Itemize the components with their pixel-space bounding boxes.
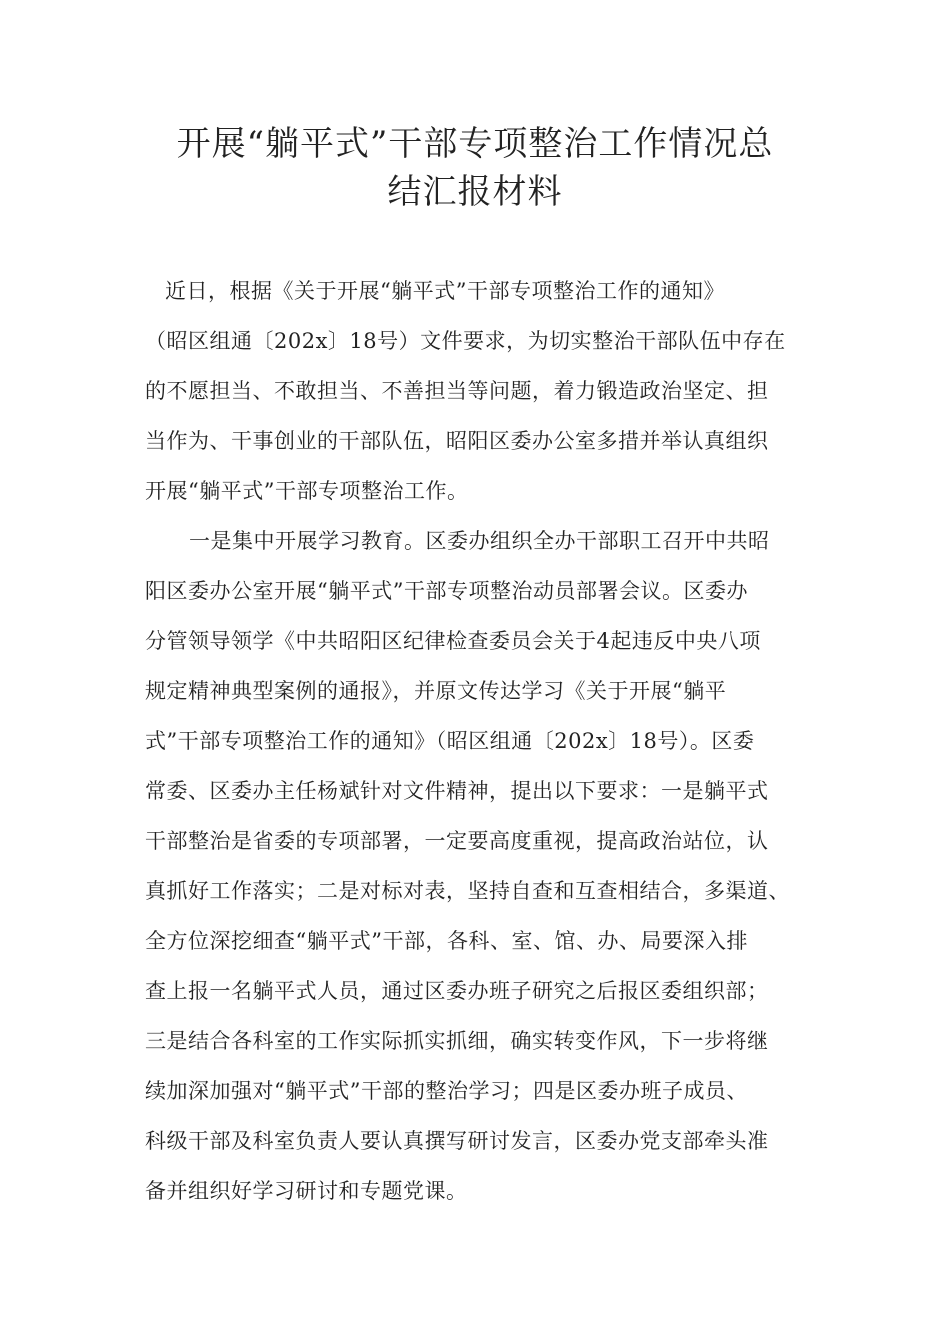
paragraph-intro: [145, 270, 800, 520]
title-line: 开展“躺平式”干部专项整治工作情况总: [176, 124, 774, 164]
text-line: 的不愿担当、不敢担当、不善担当等问题，着力锻造政治坚定、担: [145, 379, 769, 403]
text-line: 一是集中开展学习教育。区委办组织全办干部职工召开中共昭: [189, 529, 770, 553]
text-line: 真抓好工作落实；二是对标对表，坚持自查和互查相结合，多渠道、: [145, 879, 790, 903]
text-line: 当作为、干事创业的干部队伍，昭阳区委办公室多措并举认真组织: [145, 429, 769, 453]
text-line: 备并组织好学习研讨和专题党课。: [145, 1179, 468, 1203]
document-body: [145, 270, 800, 1220]
text-line: 分管领导领学《中共昭阳区纪律检查委员会关于4起违反中央八项: [145, 629, 761, 653]
text-line: 三是结合各科室的工作实际抓实抓细，确实转变作风，下一步将继: [145, 1029, 769, 1053]
paragraph-study-education: [145, 520, 800, 1220]
text-line: 常委、区委办主任杨斌针对文件精神，提出以下要求：一是躺平式: [145, 779, 769, 803]
text-line: 规定精神典型案例的通报》，并原文传达学习《关于开展“躺平: [145, 679, 727, 703]
text-line: 干部整治是省委的专项部署，一定要高度重视，提高政治站位，认: [145, 829, 769, 853]
text-line: 开展“躺平式”干部专项整治工作。: [145, 479, 469, 503]
title-line: 结汇报材料: [387, 172, 563, 212]
text-line: 科级干部及科室负责人要认真撰写研讨发言，区委办党支部牵头准: [145, 1129, 769, 1153]
text-line: 续加深加强对“躺平式”干部的整治学习；四是区委办班子成员、: [145, 1079, 748, 1103]
text-line: （昭区组通〔202x〕18号）文件要求，为切实整治干部队伍中存在: [145, 329, 786, 353]
text-line: 阳区委办公室开展“躺平式”干部专项整治动员部署会议。区委办: [145, 579, 748, 603]
document-title: [0, 120, 950, 216]
text-line: 查上报一名躺平式人员，通过区委办班子研究之后报区委组织部；: [145, 979, 769, 1003]
text-line: 式”干部专项整治工作的通知》（昭区组通〔202x〕18号）。区委: [145, 729, 755, 753]
text-line: 全方位深挖细查“躺平式”干部，各科、室、馆、办、局要深入排: [145, 929, 748, 953]
text-line: 近日，根据《关于开展“躺平式”干部专项整治工作的通知》: [165, 279, 725, 303]
